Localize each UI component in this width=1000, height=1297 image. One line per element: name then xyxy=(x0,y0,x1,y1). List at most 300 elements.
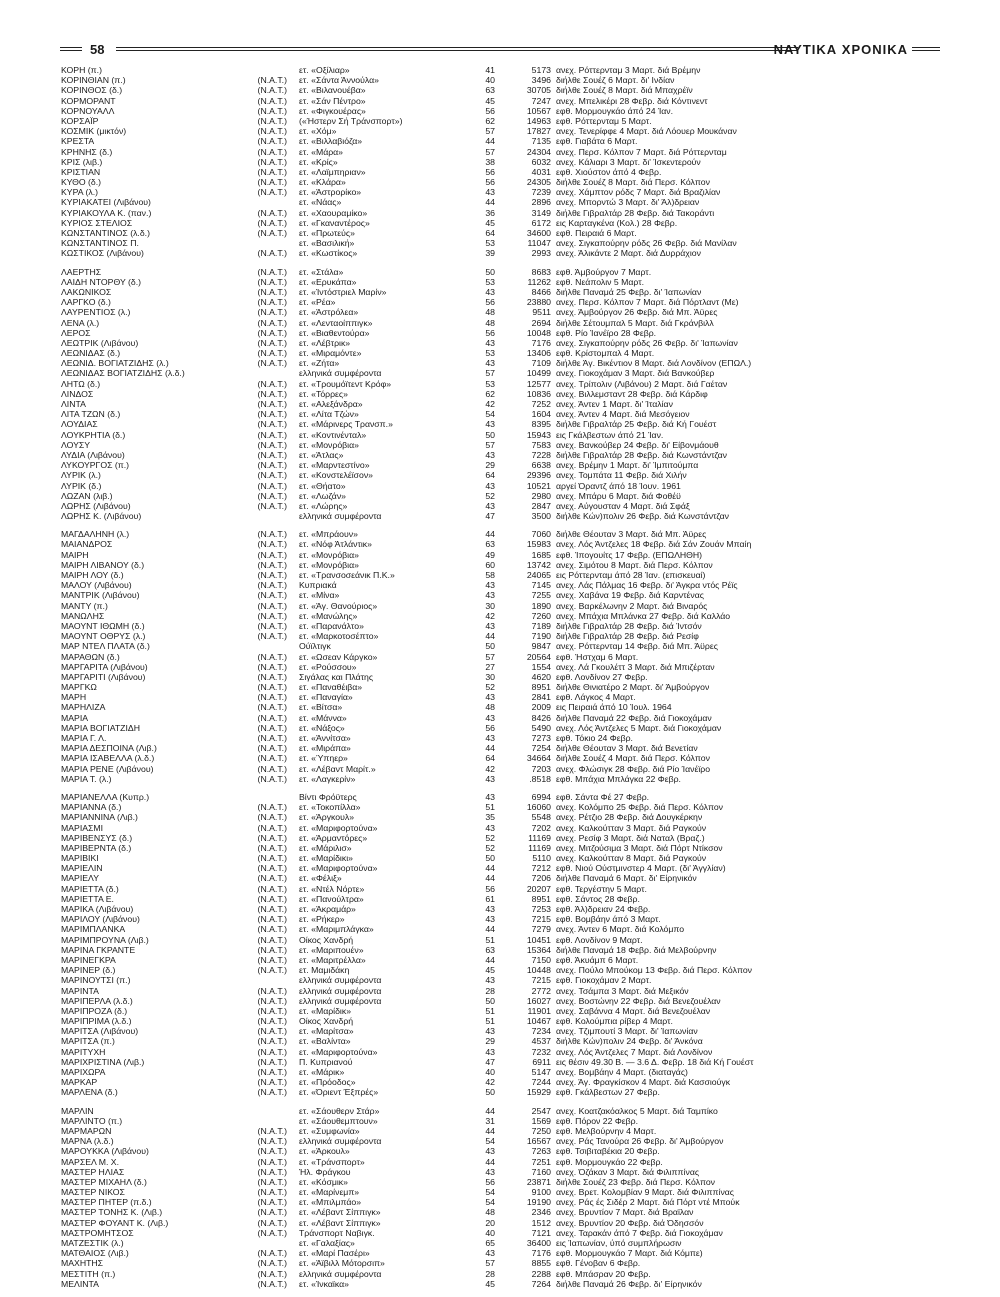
flag: (N.A.T.) xyxy=(257,378,287,389)
table-row xyxy=(61,702,941,712)
table-row xyxy=(61,187,941,197)
table-row xyxy=(61,774,941,784)
status: διήλθε Σουέζ 8 Μαρτ. διά Περσ. Κόλπον xyxy=(556,177,710,188)
status: εφθ. Μορμουγκάο 7 Μαρτ. διά Κόμπε) xyxy=(556,1248,703,1259)
table-row xyxy=(61,792,941,802)
flag: (N.A.T.) xyxy=(257,1056,287,1067)
table-row xyxy=(61,621,941,631)
tonnage: 7252 xyxy=(531,399,551,409)
flag: (N.A.T.) xyxy=(257,156,287,167)
owner: ετ. «Βιαθεντούρα» xyxy=(299,327,370,338)
flag: (N.A.T.) xyxy=(257,883,287,894)
ship-name: ΜΑΡΙΕΛΥ xyxy=(61,873,99,884)
owner: ετ. «Πρωτεύς» xyxy=(299,228,355,238)
table-row xyxy=(61,1207,941,1217)
flag: (N.A.T.) xyxy=(257,893,287,904)
flag: (N.A.T.) xyxy=(257,1248,287,1259)
ship-name: ΜΑΡΗΛΙΖΑ xyxy=(61,702,106,713)
owner: ετ. «Μαριφορτούνα» xyxy=(299,863,378,874)
ship-name: ΜΑΝΤΡΙΚ (Λιβάνου) xyxy=(61,590,140,601)
built-year: 43 xyxy=(485,1146,495,1157)
owner: ετ. «Μαρκοτοσέπτο» xyxy=(299,631,379,642)
table-row xyxy=(61,1177,941,1187)
owner: ετ. «Μαρί Πασέρι» xyxy=(299,1248,370,1259)
status: εφθ. Κρίστομπαλ 4 Μαρτ. xyxy=(556,348,655,359)
ship-name: ΜΑΡΙΕΤΤΑ (δ.) xyxy=(61,883,119,894)
tonnage: 23871 xyxy=(526,1176,551,1187)
flag: (N.A.T.) xyxy=(257,1036,287,1047)
owner: ετ. «Κρίς» xyxy=(299,156,338,167)
tonnage: 1685 xyxy=(531,549,551,560)
owner: ετ. «Μάρα» xyxy=(299,146,344,157)
tonnage: 7215 xyxy=(531,914,551,925)
ship-name: ΚΟΡΜΟΡΑΝΤ xyxy=(61,95,116,106)
built-year: 43 xyxy=(485,1026,495,1037)
ship-name: ΚΩΝΣΤΑΝΤΙΝΟΣ Π. xyxy=(61,238,139,249)
table-row xyxy=(61,1047,941,1057)
ship-name: ΜΑΡΓΚΩ xyxy=(61,682,97,693)
built-year: 50 xyxy=(485,641,495,652)
ship-name: ΛΙΝΤΑ xyxy=(61,399,86,409)
ship-name: ΚΡΕΣΤΑ xyxy=(61,136,95,147)
tonnage: 13406 xyxy=(526,348,551,359)
flag: (N.A.T.) xyxy=(257,822,287,833)
flag: (N.A.T.) xyxy=(257,610,287,621)
status: ανεχ. Άμβούργον 26 Φεβρ. διά Μπ. Άϋρες xyxy=(556,307,718,318)
ship-name: ΜΑΡΑΘΩΝ (δ.) xyxy=(61,651,120,662)
built-year: 41 xyxy=(485,65,495,75)
flag: (N.A.T.) xyxy=(257,712,287,723)
table-row xyxy=(61,318,941,328)
flag: (N.A.T.) xyxy=(257,297,287,308)
status: εις Γκάλβεστων άπό 21 Ίαν. xyxy=(556,429,664,440)
ship-name: ΛΩΡΗΣ Κ. (Λιβάνου) xyxy=(61,511,142,522)
flag: (N.A.T.) xyxy=(257,682,287,693)
owner: ετ. «Παναγία» xyxy=(299,692,353,703)
tonnage: 7150 xyxy=(531,954,551,965)
header-rule-right xyxy=(912,47,940,51)
owner: ετ. «Πρόοδος» xyxy=(299,1077,356,1088)
status: ανεχ. Βρυντίον 7 Μαρτ. διά Βραϊλαν xyxy=(556,1207,694,1218)
ship-name: ΜΑΡΙΜΠΡΟΥΝΑ (Λιβ.) xyxy=(61,934,149,945)
table-row xyxy=(61,723,941,733)
table-row xyxy=(61,208,941,218)
built-year: 43 xyxy=(485,480,495,491)
status: εφθ. Τσιβιταβέκια 20 Φεβρ. xyxy=(556,1146,660,1157)
flag: (N.A.T.) xyxy=(257,1146,287,1157)
owner: ελληνικά συμφέροντα xyxy=(299,368,382,379)
owner: ετ. «Βιλανουέβα» xyxy=(299,85,366,96)
status: διήλθε Παναμά 6 Μαρτ. δι' Είρηνικόν xyxy=(556,873,697,884)
status: διήλθε Γιβραλτάρ 28 Φεβρ. διά Τακοράντι xyxy=(556,207,715,218)
status: ανεχ. Χαβάνα 19 Φεβρ. διά Καρντένας xyxy=(556,590,704,601)
tonnage: 15943 xyxy=(526,429,551,440)
ship-name: ΜΑΡΓΑΡΙΤΙ (Λιβάνου) xyxy=(61,671,146,682)
ship-name: ΛΑΕΡΤΗΣ xyxy=(61,266,102,277)
owner: ετ. «Μαρίδικ» xyxy=(299,1005,352,1016)
built-year: 63 xyxy=(485,85,495,96)
tonnage: 7176 xyxy=(531,337,551,348)
ship-name: ΚΟΡΙΝΘΙΑΝ (π.) xyxy=(61,75,126,86)
status: ανεχ. Βρυντίον 20 Φεβρ. διά Όδησσόν xyxy=(556,1217,704,1228)
status: ανεχ. Κολόμπο 25 Φεβρ. διά Περσ. Κόλπον xyxy=(556,802,724,813)
flag: (N.A.T.) xyxy=(257,1258,287,1269)
status: εις Ρόττερνταμ άπό 28 Ίαν. (επισκευαί) xyxy=(556,570,706,580)
table-row xyxy=(61,1026,941,1036)
tonnage: 6911 xyxy=(532,1056,551,1067)
status: εφθ. Νεάπολιν 5 Μαρτ. xyxy=(556,276,645,287)
status: εφθ. Μελβούρνην 4 Μαρτ. xyxy=(556,1125,657,1136)
table-row xyxy=(61,1106,941,1116)
table-row xyxy=(61,409,941,419)
tonnage: 16060 xyxy=(526,802,551,813)
status: διήλθε Θέουταν 3 Μαρτ. διά Μπ. Άϋρες xyxy=(556,529,707,540)
ship-name: ΚΡΙΣ (λιβ.) xyxy=(61,156,103,167)
table-row xyxy=(61,440,941,450)
table-row xyxy=(61,106,941,116)
table-row xyxy=(61,277,941,287)
table-row xyxy=(61,924,941,934)
flag: (N.A.T.) xyxy=(257,419,287,430)
tonnage: 5490 xyxy=(531,722,551,733)
tonnage: 7234 xyxy=(531,1026,551,1037)
table-row xyxy=(61,802,941,812)
flag: (N.A.T.) xyxy=(257,863,287,874)
built-year: 56 xyxy=(485,105,495,116)
flag: (N.A.T.) xyxy=(257,995,287,1006)
table-row xyxy=(61,955,941,965)
flag: (N.A.T.) xyxy=(257,733,287,743)
owner: ετ. «Τόρρες» xyxy=(299,388,348,399)
owner: ετ. «Πανούλτρα» xyxy=(299,893,364,904)
status: ανεχ. Περσ. Κόλπον 7 Μαρτ. διά Ρόττερνταμ xyxy=(556,146,727,157)
flag: (N.A.T.) xyxy=(257,217,287,228)
owner: ετ. «Ζήτα» xyxy=(299,358,340,369)
table-row xyxy=(61,1218,941,1228)
table-row xyxy=(61,157,941,167)
ship-name: ΚΥΡΙΑΚΟΥΛΑ Κ. (παν.) xyxy=(61,207,152,218)
tonnage: 7247 xyxy=(531,95,551,106)
status: ανεχ. Χάμπτον ρόδς 7 Μαρτ. διά Βραζιλίαν xyxy=(556,187,721,198)
owner: ετ. «Άγ. Θανούριος» xyxy=(299,600,378,611)
ship-name: ΚΥΘΟ (δ.) xyxy=(61,177,102,188)
flag: (N.A.T.) xyxy=(257,1067,287,1077)
tonnage: 7279 xyxy=(531,924,551,935)
status: ανεχ. Βρετ. Κολομβίαν 9 Μαρτ. διά Φιλιππίνας xyxy=(556,1187,734,1198)
table-row xyxy=(61,348,941,358)
owner: Κυπριακά xyxy=(299,580,337,591)
owner: ετ. «Συμφωνία» xyxy=(299,1125,360,1136)
flag: (N.A.T.) xyxy=(257,399,287,409)
flag: (N.A.T.) xyxy=(257,661,287,672)
owner: ετ. «Άστρόλεα» xyxy=(299,307,359,318)
ship-name: ΜΑΣΤΕΡ ΦΟΥΑΝΤ Κ. (Λιβ.) xyxy=(61,1217,169,1228)
status: εις Καρταγκένα (Κολ.) 28 Φεβρ. xyxy=(556,217,678,228)
built-year: 43 xyxy=(485,733,495,743)
ship-name: ΚΟΡΣΑΪΡ xyxy=(61,115,99,126)
built-year: 43 xyxy=(485,773,495,784)
table-row xyxy=(61,491,941,501)
built-year: 64 xyxy=(485,228,495,238)
ship-name: ΜΑΡΙΒΕΝΣΥΣ (δ.) xyxy=(61,832,133,843)
owner: ελληνικά συμφέροντα xyxy=(299,975,382,986)
flag: (N.A.T.) xyxy=(257,904,287,914)
register-block xyxy=(61,65,941,259)
ship-name: ΜΑΡΙΑ ΒΟΓΙΑΤΖΙΔΗ xyxy=(61,722,140,733)
ship-name: ΚΡΗΝΗΣ (δ.) xyxy=(61,146,113,157)
built-year: 42 xyxy=(485,1077,495,1088)
flag: (N.A.T.) xyxy=(257,317,287,328)
built-year: 64 xyxy=(485,470,495,481)
built-year: 43 xyxy=(485,1248,495,1259)
ship-name: ΛΕΡΟΣ xyxy=(61,327,91,338)
ship-name: ΜΑΙΡΗ ΛΟΥ (δ.) xyxy=(61,570,124,580)
ship-name: ΜΑΡΙΠΡΟΖΑ (δ.) xyxy=(61,1005,128,1016)
status: ανεχ. Κοατζακόαλκος 5 Μαρτ. διά Ταμπίκο xyxy=(556,1105,718,1116)
status: εφθ. Γιοκοχάμαν 2 Μαρτ. xyxy=(556,975,652,986)
tonnage: 10567 xyxy=(526,105,551,116)
tonnage: 5110 xyxy=(532,853,551,864)
status: ανεχ. Βοστώνην 22 Φεβρ. διά Βενεζουέλαν xyxy=(556,995,721,1006)
owner: ετ. «Τοκοπίλλα» xyxy=(299,802,361,813)
table-row xyxy=(61,419,941,429)
status: διήλθε Γιβραλτάρ 28 Φεβρ. διά Ίντσόν xyxy=(556,620,702,631)
owner: Βίντι Φρόϋτερς xyxy=(299,791,357,802)
ship-name: ΛΕΝΑ (λ.) xyxy=(61,317,100,328)
header-rule-middle xyxy=(116,47,798,51)
built-year: 52 xyxy=(485,682,495,693)
owner: ετ. «Άκραμάρ» xyxy=(299,904,356,914)
table-row xyxy=(61,682,941,692)
ship-name: ΜΑΡΙΜΠΛΑΝΚΑ xyxy=(61,924,126,935)
tonnage: 15983 xyxy=(526,539,551,550)
register-block xyxy=(61,792,941,1098)
tonnage: 9100 xyxy=(531,1187,551,1198)
tonnage: 7239 xyxy=(531,187,551,198)
status: εφθ. Ήστχαμ 6 Μαρτ. xyxy=(556,651,639,662)
ship-name: ΚΥΡΑ (λ.) xyxy=(61,187,99,198)
ship-name: ΜΑΧΗΤΗΣ xyxy=(61,1258,104,1269)
table-row xyxy=(61,1057,941,1067)
ship-name: ΚΟΣΜΙΚ (μικτόν) xyxy=(61,126,127,137)
tonnage: 8466 xyxy=(531,286,551,297)
ship-name: ΜΑΡΛΕΝΑ (δ.) xyxy=(61,1087,118,1098)
flag: (N.A.T.) xyxy=(257,439,287,450)
built-year: 44 xyxy=(485,743,495,754)
flag: (N.A.T.) xyxy=(257,873,287,884)
ship-name: ΛΥΡΙΚ (δ.) xyxy=(61,480,102,491)
tonnage: 2993 xyxy=(531,248,551,259)
ship-name: ΜΑΣΤΕΡ ΜΙΧΑΗΛ (δ.) xyxy=(61,1176,147,1187)
built-year: 43 xyxy=(485,822,495,833)
flag: (N.A.T.) xyxy=(257,266,287,277)
tonnage: 7060 xyxy=(531,529,551,540)
owner: Ούϊλτιγκ xyxy=(299,641,331,652)
owner: ετ. «Ίνκαϊκα» xyxy=(299,1278,349,1289)
flag: (N.A.T.) xyxy=(257,460,287,471)
status: ανεχ. Φλώσιγκ 28 Φεβρ. διά Ρίο Ίανέϊρο xyxy=(556,763,711,774)
tonnage: 10048 xyxy=(526,327,551,338)
status: ανεχ. Ρόττερνταμ 3 Μαρτ. διά Βρέμην xyxy=(556,65,701,75)
tonnage: 16567 xyxy=(526,1136,551,1147)
tonnage: 24305 xyxy=(526,177,551,188)
owner: Οίκος Χανδρή xyxy=(299,1016,354,1027)
built-year: 57 xyxy=(485,126,495,137)
status: εφθ. Τόκιο 24 Φεβρ. xyxy=(556,733,633,743)
ship-name: ΜΑΡΙΤΣΑ (π.) xyxy=(61,1036,115,1047)
ship-name: ΜΑΡΗ xyxy=(61,692,87,703)
table-row xyxy=(61,904,941,914)
built-year: 51 xyxy=(485,934,495,945)
ship-name: ΜΑΟΥΝΤ ΙΘΩΜΗ (δ.) xyxy=(61,620,145,631)
status: ανεχ. Ρόττερνταμ 14 Φεβρ. διά Μπ. Άϋρες xyxy=(556,641,718,652)
built-year: 43 xyxy=(485,914,495,925)
flag: (N.A.T.) xyxy=(257,671,287,682)
status: εφθ. Σάντα Φέ 27 Φεβρ. xyxy=(556,791,650,802)
built-year: 56 xyxy=(485,166,495,177)
tonnage: 4620 xyxy=(531,671,551,682)
table-row xyxy=(61,935,941,945)
table-row xyxy=(61,873,941,883)
flag: (N.A.T.) xyxy=(257,1046,287,1057)
table-row xyxy=(61,450,941,460)
owner: ετ. «Άρμαντόρες» xyxy=(299,832,368,843)
status: εφθ. Μορμουγκάο άπό 24 Ίαν. xyxy=(556,105,674,116)
ship-name: ΜΑΡΙΑΝΝΙΝΑ (Λιβ.) xyxy=(61,812,138,823)
status: ανεχ. Σαβάννα 4 Μαρτ. διά Βενεζουέλαν xyxy=(556,1005,711,1016)
ship-name: ΜΑΡΝΑ (λ.δ.) xyxy=(61,1136,114,1147)
table-row xyxy=(61,965,941,975)
flag: (N.A.T.) xyxy=(257,559,287,570)
owner: ετ. «Άτλας» xyxy=(299,449,344,460)
built-year: 44 xyxy=(485,1156,495,1167)
ship-name: ΛΑΚΩΝΙΚΟΣ xyxy=(61,286,112,297)
ship-name: ΚΥΡΙΟΣ ΣΤΕΛΙΟΣ xyxy=(61,217,133,228)
owner: ετ. «Μονρόβια» xyxy=(299,439,359,450)
tonnage: 10448 xyxy=(526,965,551,976)
owner: ετ. «Μονρόβια» xyxy=(299,549,359,560)
status: εφθ. Πόρον 22 Φεβρ. xyxy=(556,1115,639,1126)
built-year: 63 xyxy=(485,944,495,955)
table-row xyxy=(61,136,941,146)
flag: (N.A.T.) xyxy=(257,75,287,86)
tonnage: 10467 xyxy=(526,1016,551,1027)
built-year: 42 xyxy=(485,610,495,621)
ship-name: ΛΙΝΔΟΣ xyxy=(61,388,94,399)
ship-name: ΜΑΡΙΝΕΡ (δ.) xyxy=(61,965,116,976)
flag: (N.A.T.) xyxy=(257,853,287,864)
flag: (N.A.T.) xyxy=(257,722,287,733)
ship-name: ΜΑΡΙΑ Γ. Λ. xyxy=(61,733,107,743)
flag: (N.A.T.) xyxy=(257,470,287,481)
ship-name: ΚΟΡΙΝΘΟΣ (δ.) xyxy=(61,85,123,96)
built-year: 45 xyxy=(485,1278,495,1289)
tonnage: 7255 xyxy=(531,590,551,601)
status: διήλθε Σουέζ 23 Φεβρ. διά Περσ. Κόλπον xyxy=(556,1176,716,1187)
owner: ετ. «Βασιλική» xyxy=(299,238,355,249)
owner: ετ. «Μαριμπλάγκα» xyxy=(299,924,374,935)
tonnage: 8683 xyxy=(531,266,551,277)
owner: ετ. «Μιραμόντε» xyxy=(299,348,362,359)
owner: ετ. «Μαριφορτούνα» xyxy=(299,822,378,833)
table-row xyxy=(61,1197,941,1207)
tonnage: 7189 xyxy=(531,620,551,631)
status: εφθ. Σάντος 28 Φεβρ. xyxy=(556,893,640,904)
flag: (N.A.T.) xyxy=(257,1187,287,1198)
ship-name: ΜΑΡΟΥΚΚΑ (Λιβάνου) xyxy=(61,1146,149,1157)
owner: ετ. «Όριεντ Έξπρές» xyxy=(299,1087,379,1098)
built-year: 54 xyxy=(485,1187,495,1198)
tonnage: 1604 xyxy=(531,409,551,420)
ship-name: ΜΑΣΤΕΡ ΗΛΙΑΣ xyxy=(61,1166,125,1177)
flag: (N.A.T.) xyxy=(257,812,287,823)
ship-register xyxy=(61,65,941,1297)
ship-name: ΜΑΓΔΑΛΗΝΗ (λ.) xyxy=(61,529,130,540)
built-year: 52 xyxy=(485,490,495,501)
built-year: 43 xyxy=(485,904,495,914)
built-year: 42 xyxy=(485,399,495,409)
tonnage: 11901 xyxy=(527,1005,551,1016)
status: ανεχ. Ράς Τανούρα 26 Φεβρ. δι' Άμβούργον xyxy=(556,1136,724,1147)
flag: (N.A.T.) xyxy=(257,753,287,764)
owner: ετ. «Λαγκερίν» xyxy=(299,773,356,784)
status: ανεχ. Τομπάτα 11 Φεβρ. διά Χιλήν xyxy=(556,470,687,481)
ship-name: ΜΑΡΙΤΣΑ (Λιβάνου) xyxy=(61,1026,139,1037)
ship-name: ΜΑΡΓΑΡΙΤΑ (Λιβάνου) xyxy=(61,661,148,672)
status: εφθ. Πειραιά 6 Μαρτ. xyxy=(556,228,637,238)
flag: (N.A.T.) xyxy=(257,763,287,774)
table-row xyxy=(61,126,941,136)
status: εφθ. Μπάχια Μπλάγκα 22 Φεβρ. xyxy=(556,773,681,784)
status: ανεχ. Αύγουσταν 4 Μαρτ. διά Σφάξ xyxy=(556,500,690,511)
flag: (N.A.T.) xyxy=(257,207,287,218)
ship-name: ΜΑΡΙΑΝΕΛΛΑ (Κυπρ.) xyxy=(61,791,150,802)
owner: ετ. «Ρήκερ» xyxy=(299,914,345,925)
owner: ετ. «Μπράουν» xyxy=(299,529,358,540)
owner: ετ. «Κόσμικ» xyxy=(299,1176,348,1187)
tonnage: 23880 xyxy=(526,297,551,308)
table-row xyxy=(61,570,941,580)
tonnage: 7232 xyxy=(531,1046,551,1057)
flag: (N.A.T.) xyxy=(257,529,287,540)
built-year: 44 xyxy=(485,529,495,540)
tonnage: 5173 xyxy=(531,65,551,75)
ship-name: ΜΑΡΚΑΡ xyxy=(61,1077,98,1088)
tonnage: 6994 xyxy=(531,791,551,802)
table-row xyxy=(61,560,941,570)
built-year: 43 xyxy=(485,620,495,631)
table-row xyxy=(61,652,941,662)
register-block xyxy=(61,267,941,522)
table-row xyxy=(61,85,941,95)
built-year: 64 xyxy=(485,753,495,764)
status: εφθ. Τεργέστην 5 Μαρτ. xyxy=(556,883,647,894)
status: ανεχ. Βιλλεμσταντ 28 Φεβρ. διά Κάρδιφ xyxy=(556,388,708,399)
table-row xyxy=(61,590,941,600)
status: εφθ. Κολούμπια ρίβερ 4 Μαρτ. xyxy=(556,1016,673,1027)
ship-name: ΛΥΔΙΑ (Λιβάνου) xyxy=(61,449,125,460)
flag: (N.A.T.) xyxy=(257,187,287,198)
ship-name: ΛΩΖΑΝ (λιβ.) xyxy=(61,490,113,501)
ship-name: ΜΑΡΙΝΟΥΤΣΙ (π.) xyxy=(61,975,131,986)
flag: (N.A.T.) xyxy=(257,549,287,560)
status: ανεχ. Βανκούβερ 24 Φεβρ. δι' Είβονμάουθ xyxy=(556,439,719,450)
owner: ελληνικά συμφέροντα xyxy=(299,985,382,996)
built-year: 43 xyxy=(485,449,495,460)
flag: (N.A.T.) xyxy=(257,631,287,642)
flag: (N.A.T.) xyxy=(257,580,287,591)
flag: (N.A.T.) xyxy=(257,146,287,157)
